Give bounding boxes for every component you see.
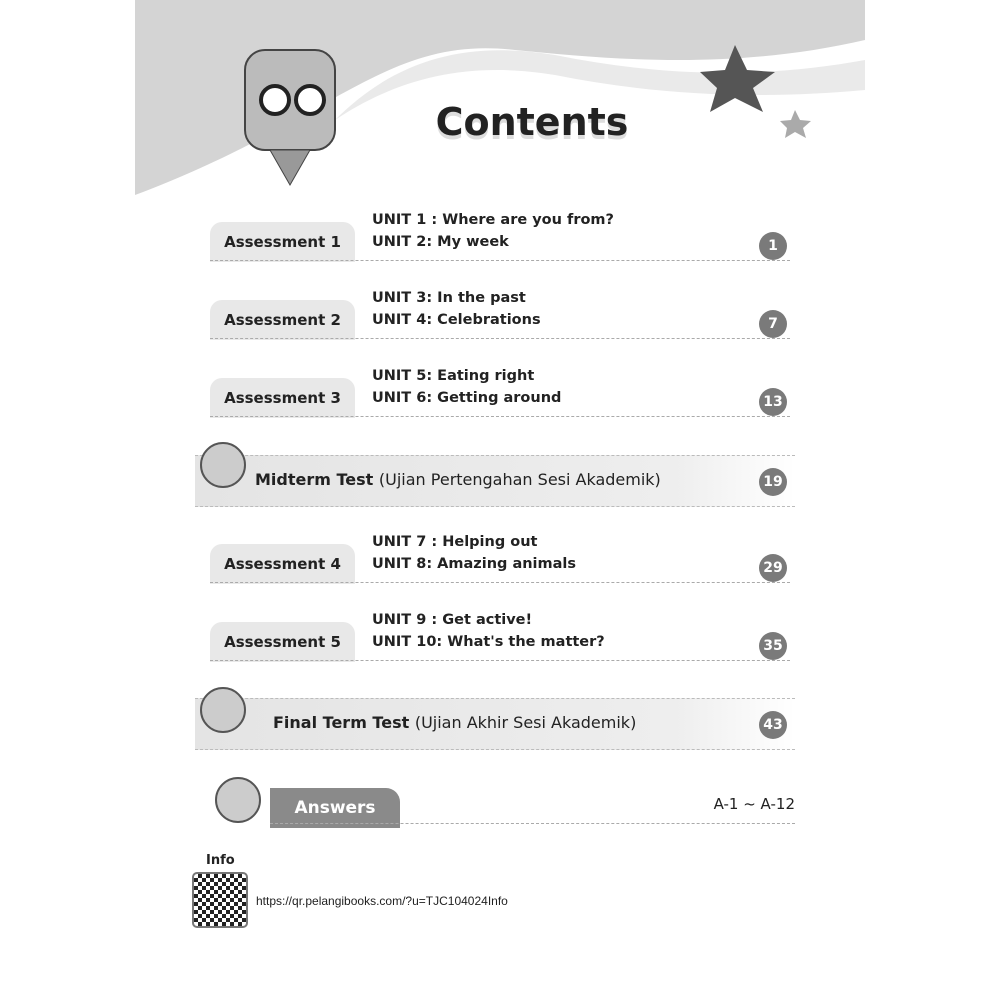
assessment-row[interactable]: [210, 610, 790, 660]
final-subtitle: (Ujian Akhir Sesi Akademik): [414, 713, 637, 732]
page-number-badge: 13: [759, 388, 787, 416]
unit-title: UNIT 4: Celebrations: [372, 312, 541, 328]
unit-title: UNIT 5: Eating right: [372, 368, 535, 384]
dashed-divider: [270, 823, 795, 824]
final-term-row[interactable]: [195, 698, 795, 750]
teacher-mascot-icon: [200, 687, 246, 733]
answers-tab: Answers: [270, 788, 400, 828]
unit-title: UNIT 7 : Helping out: [372, 534, 538, 550]
unit-title: UNIT 8: Amazing animals: [372, 556, 577, 572]
midterm-row[interactable]: [195, 455, 795, 507]
assessment-tab: Assessment 5: [210, 622, 355, 662]
midterm-label: Midterm Test: [255, 470, 374, 489]
unit-title: UNIT 3: In the past: [372, 290, 526, 306]
assessment-tab: Assessment 1: [210, 222, 355, 262]
dashed-divider: [210, 416, 790, 417]
page-number-badge: 43: [759, 711, 787, 739]
answers-page-range: A-1 ~ A-12: [713, 795, 795, 813]
unit-title: UNIT 6: Getting around: [372, 390, 562, 406]
answers-row[interactable]: [195, 785, 795, 830]
unit-title: UNIT 10: What's the matter?: [372, 634, 605, 650]
page-number-badge: 1: [759, 232, 787, 260]
page-number-badge: 19: [759, 468, 787, 496]
unit-title: UNIT 2: My week: [372, 234, 509, 250]
assessment-tab: Assessment 2: [210, 300, 355, 340]
dashed-divider: [210, 660, 790, 661]
info-url[interactable]: https://qr.pelangibooks.com/?u=TJC104024Info: [256, 894, 508, 908]
assessment-row[interactable]: [210, 532, 790, 582]
page-number-badge: 29: [759, 554, 787, 582]
midterm-subtitle: (Ujian Pertengahan Sesi Akademik): [378, 470, 661, 489]
judge-mascot-icon: [215, 777, 261, 823]
unit-title: UNIT 9 : Get active!: [372, 612, 533, 628]
dashed-divider: [210, 582, 790, 583]
page-title: Contents: [435, 100, 629, 144]
assessment-row[interactable]: [210, 366, 790, 416]
unit-title: UNIT 1 : Where are you from?: [372, 212, 614, 228]
page-number-badge: 35: [759, 632, 787, 660]
page-number-badge: 7: [759, 310, 787, 338]
qr-code-icon[interactable]: [192, 872, 248, 928]
assessment-row[interactable]: [210, 288, 790, 338]
dashed-divider: [210, 338, 790, 339]
info-label: Info: [206, 853, 235, 868]
dashed-divider: [210, 260, 790, 261]
assessment-tab: Assessment 3: [210, 378, 355, 418]
assessment-row[interactable]: [210, 210, 790, 260]
final-label: Final Term Test: [273, 713, 410, 732]
girl-mascot-icon: [200, 442, 246, 488]
assessment-tab: Assessment 4: [210, 544, 355, 584]
